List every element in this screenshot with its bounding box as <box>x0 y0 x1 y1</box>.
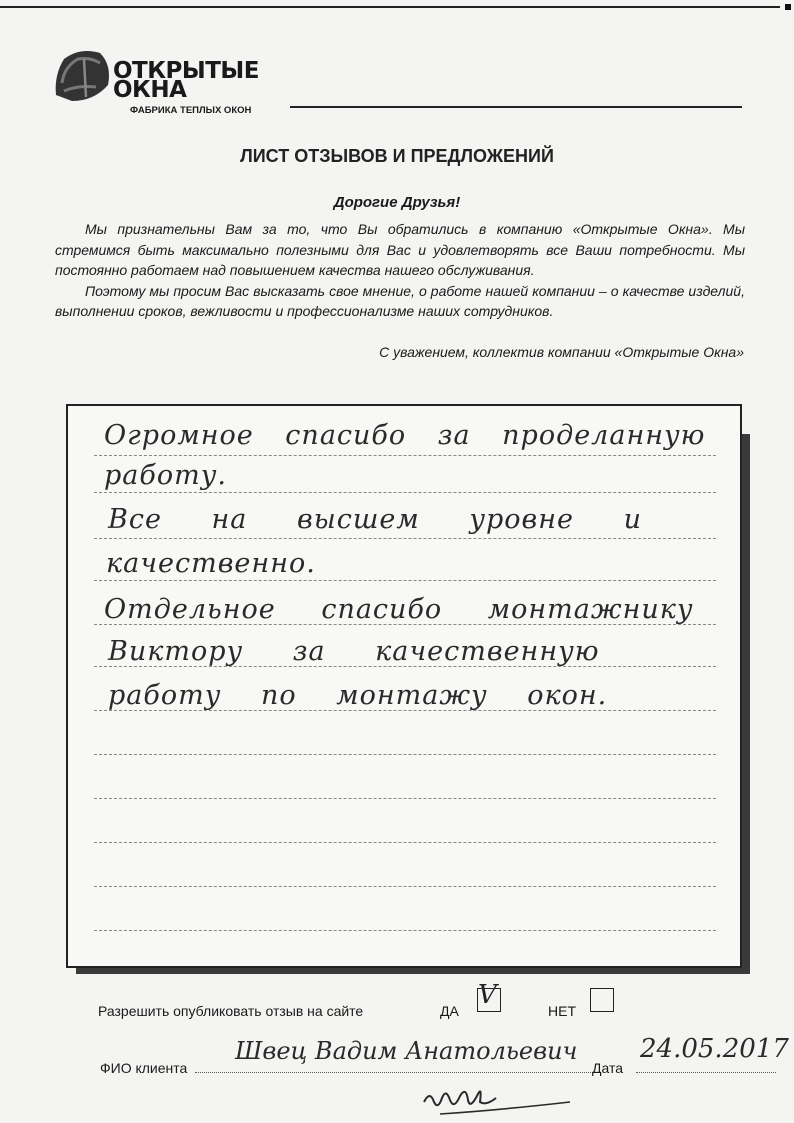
no-checkbox[interactable] <box>590 988 614 1012</box>
intro-text <box>55 219 745 322</box>
feedback-ruled-line <box>94 930 716 931</box>
page-title: ЛИСТ ОТЗЫВОВ И ПРЕДЛОЖЕНИЙ <box>240 146 554 166</box>
date-label: Дата <box>592 1060 624 1076</box>
feedback-ruled-line <box>94 886 716 887</box>
feedback-ruled-line <box>94 798 716 799</box>
date-field[interactable]: 24.05.2017 <box>640 1034 789 1064</box>
feedback-ruled-line <box>94 455 716 456</box>
feedback-line-3: Все на высшем уровне и <box>108 504 642 535</box>
feedback-line-7: работу по монтажу окон. <box>108 680 608 711</box>
intro-paragraph-2: Поэтому мы просим Вас высказать свое мнение, о работе нашей компании – о качестве изделий, выполнении сроков, вежливости и профессионализме наших сотрудников. <box>55 282 745 319</box>
window-logo-icon <box>50 45 112 103</box>
feedback-line-5: Отдельное спасибо монтажнику <box>104 594 694 625</box>
feedback-line-2: работу. <box>104 460 227 491</box>
top-border-line <box>0 6 780 8</box>
feedback-ruled-line <box>94 842 716 843</box>
feedback-line-4: качественно. <box>106 548 316 579</box>
intro-paragraph-1: Мы признательны Вам за то, что Вы обратились в компанию «Открытые Окна». Мы стремимся быть максимально полезными для Вас и удовлетворять все Ваши потребности. Мы постоянно работаем над повышением качества нашего обслуживания. <box>55 221 745 278</box>
date-dotted-line <box>636 1072 776 1073</box>
client-signature <box>420 1080 580 1120</box>
yes-check-mark: V <box>478 980 497 1010</box>
client-name-field[interactable]: Швец Вадим Анатольевич <box>235 1037 578 1065</box>
company-signoff: С уважением, коллектив компании «Открытые Окна» <box>379 344 744 360</box>
no-label: НЕТ <box>548 1003 576 1019</box>
feedback-ruled-line <box>94 754 716 755</box>
yes-label: ДА <box>440 1003 459 1019</box>
feedback-line-6: Виктору за качественную <box>108 636 600 667</box>
feedback-line-1: Огромное спасибо за проделанную <box>104 420 706 451</box>
greeting: Дорогие Друзья! <box>333 194 461 211</box>
publish-consent-label: Разрешить опубликовать отзыв на сайте <box>98 1003 364 1019</box>
feedback-ruled-line <box>94 538 716 539</box>
header-rule <box>290 106 742 108</box>
brand-name: ОТКРЫТЫЕ ОКНА <box>113 58 259 103</box>
client-name-dotted-line <box>195 1072 591 1073</box>
feedback-ruled-line <box>94 580 716 581</box>
corner-mark <box>785 4 791 10</box>
client-name-label: ФИО клиента <box>100 1060 188 1076</box>
feedback-ruled-line <box>94 492 716 493</box>
brand-tagline: ФАБРИКА ТЕПЛЫХ ОКОН <box>130 105 252 116</box>
